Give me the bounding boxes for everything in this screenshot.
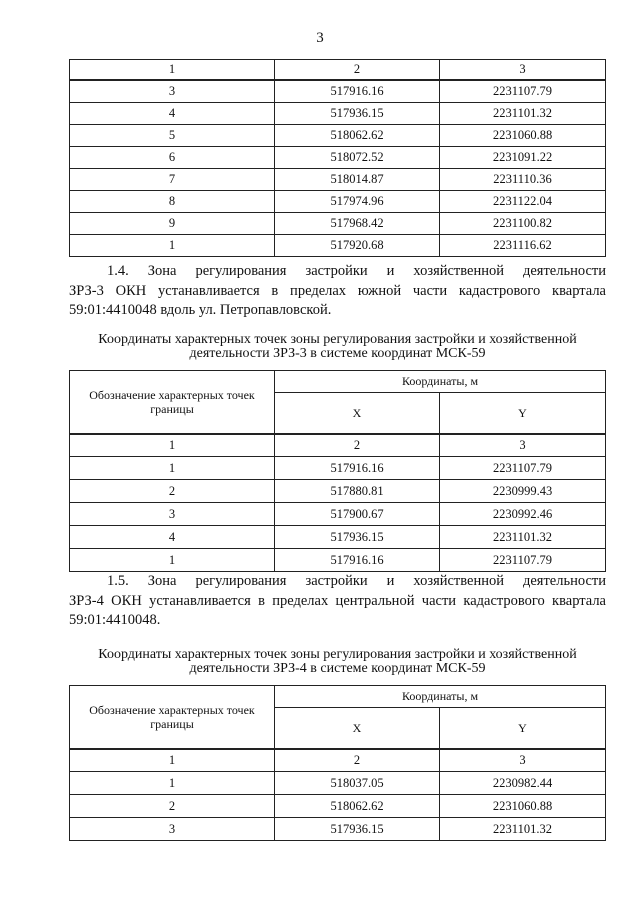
y-cell: 2231100.82: [440, 213, 606, 235]
table-row: [70, 191, 606, 213]
x-cell: 517936.15: [275, 526, 440, 549]
table-row: [70, 549, 606, 572]
coordinates-header: Координаты, м: [275, 371, 606, 393]
table-row: [70, 503, 606, 526]
point-cell: 8: [70, 191, 275, 213]
y-cell: 2231101.32: [440, 526, 606, 549]
paragraph-first-line: 1.5. Зона регулирования застройки и хозяйственной деятельности: [107, 573, 606, 589]
table-row: [70, 772, 606, 795]
x-cell: 517900.67: [275, 503, 440, 526]
header-cell: 1: [70, 60, 275, 81]
x-cell: 518014.87: [275, 169, 440, 191]
y-cell: 2231060.88: [440, 795, 606, 818]
header-cell: 2: [275, 434, 440, 457]
point-cell: 4: [70, 526, 275, 549]
y-cell: 2230982.44: [440, 772, 606, 795]
x-cell: 517920.68: [275, 235, 440, 257]
x-cell: 517880.81: [275, 480, 440, 503]
y-cell: 2231110.36: [440, 169, 606, 191]
coordinates-table-zrz4: [69, 685, 606, 841]
points-label-header: Обозначение характерных точек границы: [70, 371, 275, 435]
coordinates-header: Координаты, м: [275, 686, 606, 708]
x-cell: 517968.42: [275, 213, 440, 235]
page-number: 3: [316, 30, 324, 46]
header-cell: 1: [70, 749, 275, 772]
header-cell: 3: [440, 60, 606, 81]
x-cell: 517916.16: [275, 80, 440, 103]
heading-line: Координаты характерных точек зоны регулирования застройки и хозяйственной: [98, 647, 577, 662]
y-cell: 2231060.88: [440, 125, 606, 147]
y-cell: 2231107.79: [440, 549, 606, 572]
table-row: [70, 235, 606, 257]
point-cell: 1: [70, 549, 275, 572]
coordinates-table-zrz2-continuation: [69, 59, 606, 257]
point-cell: 5: [70, 125, 275, 147]
x-cell: 517974.96: [275, 191, 440, 213]
point-cell: 7: [70, 169, 275, 191]
x-cell: 518062.62: [275, 125, 440, 147]
x-cell: 517936.15: [275, 103, 440, 125]
point-cell: 2: [70, 480, 275, 503]
table-row: [70, 169, 606, 191]
x-cell: 517916.16: [275, 549, 440, 572]
point-cell: 9: [70, 213, 275, 235]
table-heading-zrz3: [69, 333, 606, 361]
table-row: [70, 147, 606, 169]
x-cell: 518037.05: [275, 772, 440, 795]
point-cell: 3: [70, 80, 275, 103]
table-row: [70, 526, 606, 549]
point-cell: 4: [70, 103, 275, 125]
x-cell: 517916.16: [275, 457, 440, 480]
y-header: Y: [440, 708, 606, 750]
paragraph-first-line: 1.4. Зона регулирования застройки и хозяйственной деятельности: [107, 263, 606, 279]
y-cell: 2231122.04: [440, 191, 606, 213]
x-cell: 518062.62: [275, 795, 440, 818]
table-row: [70, 795, 606, 818]
points-label-header: Обозначение характерных точек границы: [70, 686, 275, 750]
table-row: [70, 103, 606, 125]
point-cell: 1: [70, 772, 275, 795]
y-cell: 2231101.32: [440, 818, 606, 841]
y-cell: 2231101.32: [440, 103, 606, 125]
x-cell: 518072.52: [275, 147, 440, 169]
header-cell: 2: [275, 749, 440, 772]
paragraph-body: ЗРЗ-3 ОКН устанавливается в пределах южной части кадастрового квартала 59:01:4410048 вдоль ул. Петропавловской.: [69, 282, 606, 318]
x-header: X: [275, 708, 440, 750]
paragraph-section-1-4: [69, 262, 606, 321]
table-row: [70, 213, 606, 235]
point-cell: 1: [70, 457, 275, 480]
y-cell: 2231091.22: [440, 147, 606, 169]
coordinates-table-zrz3: [69, 370, 606, 572]
x-cell: 517936.15: [275, 818, 440, 841]
table-row: [70, 818, 606, 841]
x-header: X: [275, 393, 440, 435]
table-row: [70, 457, 606, 480]
y-header: Y: [440, 393, 606, 435]
heading-line: деятельности ЗРЗ-3 в системе координат МСК-59: [189, 346, 486, 361]
point-cell: 2: [70, 795, 275, 818]
table-row: [70, 80, 606, 103]
point-cell: 6: [70, 147, 275, 169]
y-cell: 2230999.43: [440, 480, 606, 503]
table-row: [70, 125, 606, 147]
y-cell: 2231107.79: [440, 457, 606, 480]
column-number-row: [70, 749, 606, 772]
column-number-row: [70, 60, 606, 81]
point-cell: 3: [70, 503, 275, 526]
paragraph-body: ЗРЗ-4 ОКН устанавливается в пределах центральной части кадастрового квартала 59:01:4410048.: [69, 592, 606, 628]
column-number-row: [70, 434, 606, 457]
paragraph-section-1-5: [69, 572, 606, 631]
y-cell: 2230992.46: [440, 503, 606, 526]
point-cell: 1: [70, 235, 275, 257]
table-heading-zrz4: [69, 648, 606, 676]
y-cell: 2231116.62: [440, 235, 606, 257]
header-cell: 3: [440, 434, 606, 457]
heading-line: Координаты характерных точек зоны регулирования застройки и хозяйственной: [98, 332, 577, 347]
y-cell: 2231107.79: [440, 80, 606, 103]
point-cell: 3: [70, 818, 275, 841]
header-cell: 2: [275, 60, 440, 81]
header-cell: 3: [440, 749, 606, 772]
header-cell: 1: [70, 434, 275, 457]
heading-line: деятельности ЗРЗ-4 в системе координат МСК-59: [189, 661, 486, 676]
table-row: [70, 480, 606, 503]
